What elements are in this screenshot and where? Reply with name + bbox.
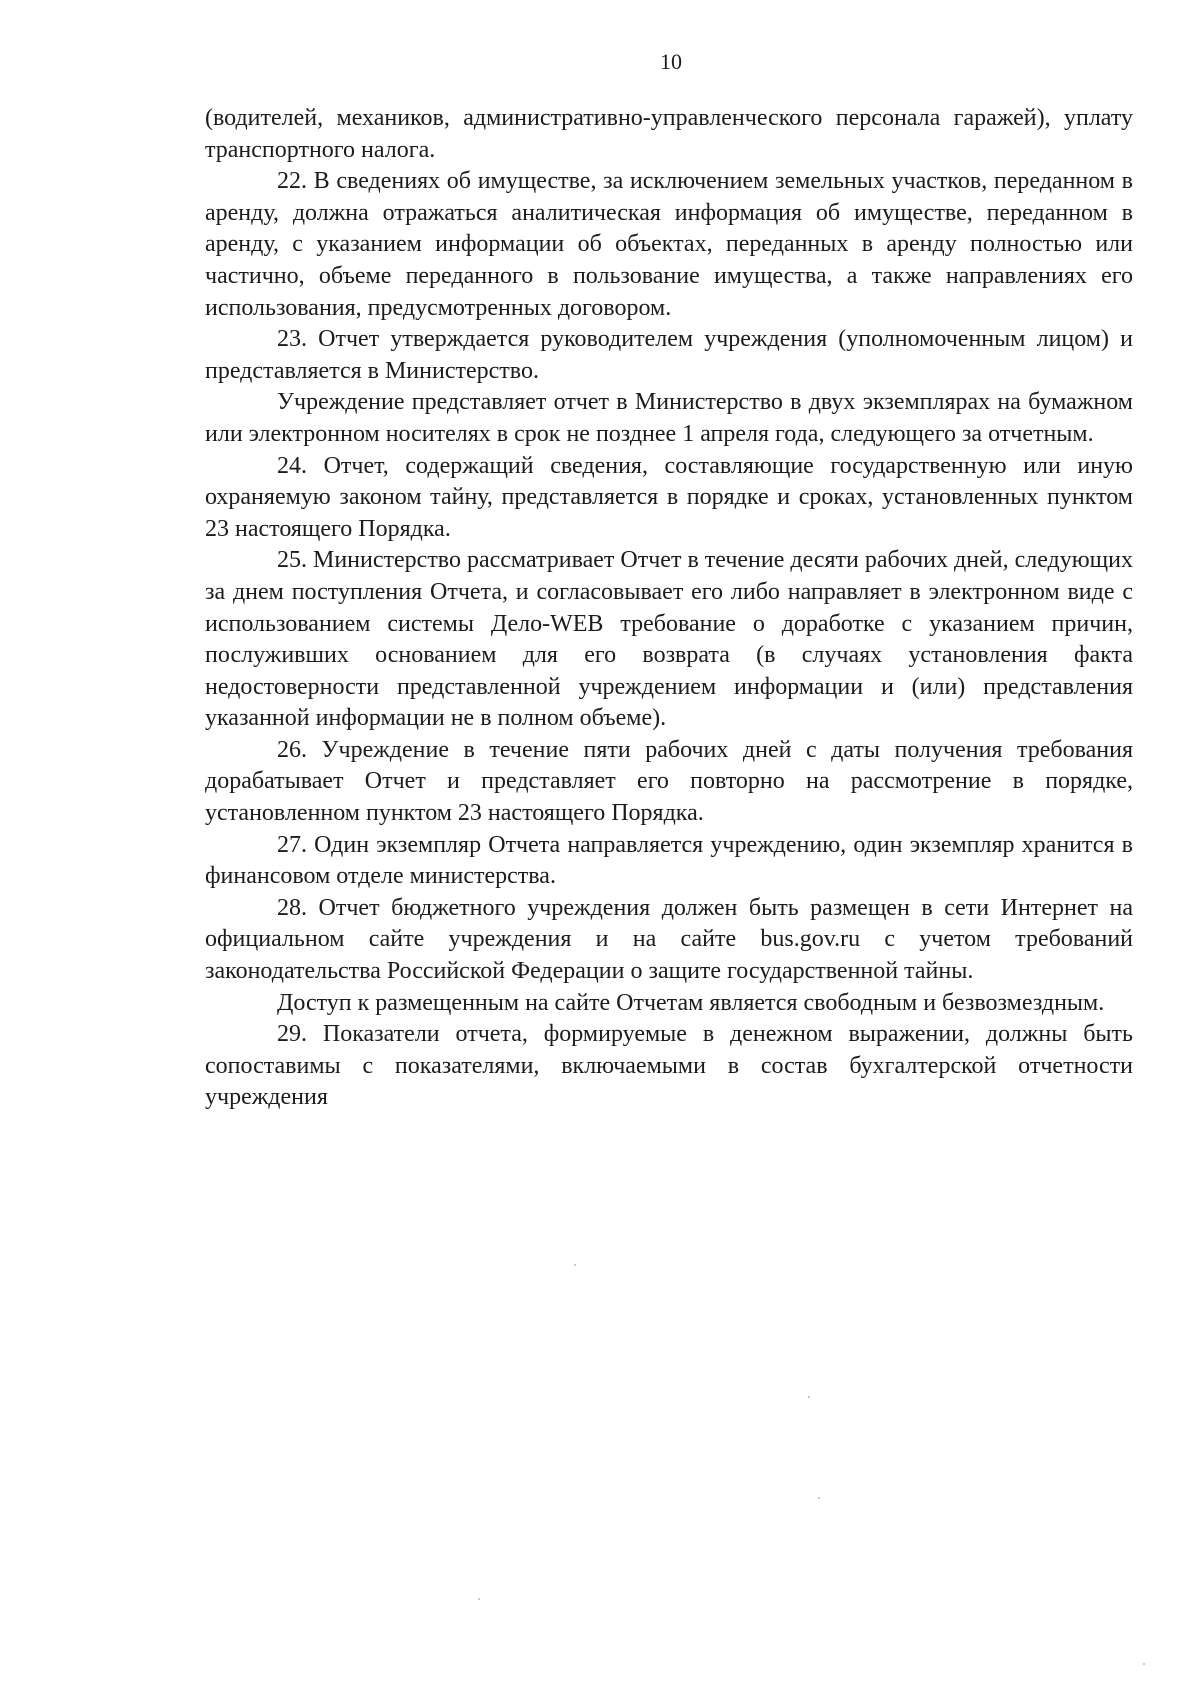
scan-speck [818, 1497, 820, 1499]
document-body [205, 103, 1133, 1114]
paragraph-26: 26. Учреждение в течение пяти рабочих дней с даты получения требования дорабатывает Отчет и представляет его повторно на рассмотрение в порядке, установленном пунктом 23 настоящего Порядка. [205, 736, 1133, 827]
paragraph-22: 22. В сведениях об имуществе, за исключением земельных участков, переданном в аренду, должна отражаться аналитическая информация об имуществе, переданном в аренду, с указанием информации об объектах, переданных в аренду полностью или частично, объеме переданного в пользование имущества, а также направлениях его использования, предусмотренных договором. [205, 168, 1133, 321]
paragraph-29: 29. Показатели отчета, формируемые в денежном выражении, должны быть сопоставимы с показателями, включаемыми в состав бухгалтерской отчетности учреждения [205, 1021, 1133, 1111]
scan-speck [478, 1598, 480, 1600]
paragraph-24: 24. Отчет, содержащий сведения, составляющие государственную или иную охраняемую законом тайну, представляется в порядке и сроках, установленных пунктом 23 настоящего Порядка. [205, 452, 1133, 542]
paragraph-28-access: Доступ к размещенным на сайте Отчетам является свободным и безвозмездным. [277, 989, 1105, 1016]
scan-speck [1143, 1663, 1145, 1665]
paragraph-21-continuation: (водителей, механиков, административно-управленческого персонала гаражей), уплату транспортного налога. [205, 105, 1133, 163]
paragraph-25: 25. Министерство рассматривает Отчет в течение десяти рабочих дней, следующих за днем поступления Отчета, и согласовывает его либо направляет в электронном виде с использованием системы Дело-WEB требование о доработке с указанием причин, послуживших основанием для его возврата (в случаях установления факта недостоверности представленной учреждением информации и (или) представления указанной информации не в полном объеме). [205, 547, 1134, 732]
paragraph-28: 28. Отчет бюджетного учреждения должен быть размещен в сети Интернет на официальном сайте учреждения и на сайте bus.gov.ru с учетом требований законодательства Российской Федерации о защите государственной тайны. [205, 894, 1133, 985]
scan-speck [808, 1396, 810, 1398]
paragraph-23: 23. Отчет утверждается руководителем учреждения (уполномоченным лицом) и представляется в Министерство. [205, 326, 1133, 384]
page-number: 10 [660, 49, 682, 74]
paragraph-27: 27. Один экземпляр Отчета направляется учреждению, один экземпляр хранится в финансовом отделе министерства. [205, 831, 1133, 890]
paragraph-23-submission: Учреждение представляет отчет в Министерство в двух экземплярах на бумажном или электронном носителях в срок не позднее 1 апреля года, следующего за отчетным. [205, 389, 1133, 447]
scan-speck [574, 1264, 576, 1266]
